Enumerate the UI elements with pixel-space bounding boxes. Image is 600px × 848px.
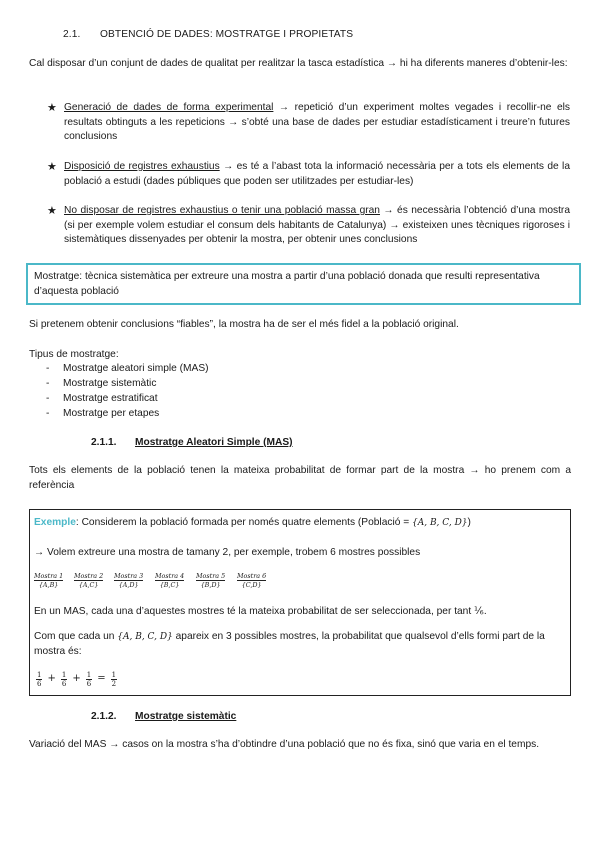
numerator: 1 bbox=[61, 671, 67, 679]
bullet-body: → repetició d’un experiment moltes vegades i recollir-ne els resultats obtinguts a les repeticions → s’obté una base de dades per estudiar estadísticament i treure’n futures conclusions bbox=[64, 102, 570, 143]
bullet-lead: Generació de dades de forma experimental bbox=[64, 102, 274, 113]
sample-name: Mostra 5 bbox=[196, 572, 226, 580]
example-box bbox=[29, 509, 571, 696]
subsection-number: 2.1.2. bbox=[91, 711, 117, 722]
denominator: 2 bbox=[111, 680, 117, 688]
bullet-mostra bbox=[64, 204, 570, 248]
plus-sign: + bbox=[47, 673, 56, 685]
example-line-2: → Volem extreure una mostra de tamany 2, per exemple, trobem 6 mostres possibles bbox=[34, 547, 421, 558]
sample-set: {B,C} bbox=[155, 580, 184, 589]
dash-icon: - bbox=[46, 408, 50, 419]
section-heading bbox=[63, 28, 353, 43]
example-text: Com que cada un bbox=[34, 631, 118, 642]
population-set: {A, B, C, D} bbox=[117, 632, 173, 642]
star-icon: ★ bbox=[47, 102, 57, 114]
bullet-body: → és necessària l’obtenció d’una mostra (si per exemple volem estudiar el consum dels habitants de Catalunya) → existeixen unes tècniques rigoroses i sistemàtiques dissenyades per obtenir la mostra, per obtenir unes conclusions bbox=[64, 205, 570, 246]
probability-sum bbox=[35, 671, 118, 688]
mas-description: Tots els elements de la població tenen la mateixa probabilitat de formar part de la mostra → ho prenem com a referència bbox=[29, 465, 571, 491]
sample-name: Mostra 1 bbox=[34, 572, 64, 580]
sample-name: Mostra 4 bbox=[155, 572, 185, 580]
example-text: apareix en 3 possibles mostres, la probabilitat que qualsevol d’ells formi part de la mostra és: bbox=[34, 631, 545, 657]
population-set: {A, B, C, D} bbox=[412, 518, 468, 528]
fiables-paragraph: Si pretenem obtenir conclusions “fiables”, la mostra ha de ser el més fidel a la població original. bbox=[29, 319, 459, 330]
dash-icon: - bbox=[46, 363, 50, 374]
numerator: 1 bbox=[86, 671, 92, 679]
dash-icon: - bbox=[46, 378, 50, 389]
sample-set: {A,D} bbox=[114, 580, 143, 589]
result-fraction bbox=[111, 671, 117, 688]
sample-name: Mostra 6 bbox=[237, 572, 267, 580]
bullet-registres bbox=[64, 160, 570, 189]
star-icon: ★ bbox=[47, 205, 57, 217]
sample-3 bbox=[114, 572, 143, 589]
example-text-end: ) bbox=[467, 517, 471, 528]
example-line-3: En un MAS, cada una d’aquestes mostres té la mateixa probabilitat de ser seleccionada, per tant ⅙. bbox=[34, 606, 487, 617]
numerator: 1 bbox=[37, 671, 42, 679]
example-line-1 bbox=[34, 516, 471, 531]
sample-name: Mostra 3 bbox=[114, 572, 144, 580]
dash-icon: - bbox=[46, 393, 50, 404]
sample-set: {A,C} bbox=[74, 580, 103, 589]
sample-1 bbox=[34, 572, 63, 589]
denominator: 6 bbox=[61, 680, 67, 688]
equals-sign: = bbox=[97, 673, 106, 685]
sample-set: {A,B} bbox=[34, 580, 63, 589]
sample-set: {B,D} bbox=[196, 580, 225, 589]
fraction bbox=[61, 671, 67, 688]
sample-set: {C,D} bbox=[237, 580, 266, 589]
bullet-experimental bbox=[64, 101, 570, 145]
numerator: 1 bbox=[111, 671, 117, 679]
sample-2 bbox=[74, 572, 103, 589]
list-item-label: Mostratge estratificat bbox=[63, 393, 158, 404]
list-item-label: Mostratge per etapes bbox=[63, 408, 160, 419]
sample-4 bbox=[155, 572, 184, 589]
example-line-4 bbox=[34, 630, 562, 659]
subsection-title: Mostratge sistemàtic bbox=[135, 711, 237, 722]
star-icon: ★ bbox=[47, 161, 57, 173]
example-text: : Considerem la població formada per només quatre elements (Població = bbox=[75, 517, 412, 528]
example-label: Exemple bbox=[34, 517, 76, 528]
subsection-number: 2.1.1. bbox=[91, 437, 117, 448]
section-number: 2.1. bbox=[63, 29, 81, 40]
list-item-label: Mostratge aleatori simple (MAS) bbox=[63, 363, 209, 374]
sample-name: Mostra 2 bbox=[74, 572, 104, 580]
section-title: OBTENCIÓ DE DADES: MOSTRATGE I PROPIETATS bbox=[100, 29, 354, 40]
fraction bbox=[36, 671, 42, 688]
denominator: 6 bbox=[37, 680, 42, 688]
sample-5 bbox=[196, 572, 225, 589]
fraction bbox=[86, 671, 92, 688]
tipus-title: Tipus de mostratge: bbox=[29, 349, 119, 360]
bullet-lead: Disposició de registres exhaustius bbox=[64, 161, 220, 172]
definition-box bbox=[26, 263, 581, 305]
intro-paragraph: Cal disposar d’un conjunt de dades de qualitat per realitzar la tasca estadística → hi ha diferents maneres d’obtenir-les: bbox=[29, 58, 568, 69]
plus-sign: + bbox=[72, 673, 81, 685]
bullet-body: → es té a l’abast tota la informació necessària per a tots els elements de la població a estudi (dades públiques que poden ser utilitzades per estudiar-les) bbox=[64, 161, 570, 187]
denominator: 6 bbox=[86, 680, 92, 688]
list-item-label: Mostratge sistemàtic bbox=[63, 378, 157, 389]
definition-text: Mostratge: tècnica sistemàtica per extreure una mostra a partir d’una població donada que resulti representativa d’aquesta població bbox=[34, 271, 540, 297]
subsection-heading-mas bbox=[91, 436, 293, 451]
sample-6 bbox=[237, 572, 266, 589]
subsection-heading-sistematic bbox=[91, 710, 236, 725]
bullet-lead: No disposar de registres exhaustius o tenir una població massa gran bbox=[64, 205, 380, 216]
sistematic-description: Variació del MAS → casos on la mostra s’ha d’obtindre d’una població que no és fixa, sinó que varia en el temps. bbox=[29, 739, 540, 750]
subsection-title: Mostratge Aleatori Simple (MAS) bbox=[135, 437, 293, 448]
